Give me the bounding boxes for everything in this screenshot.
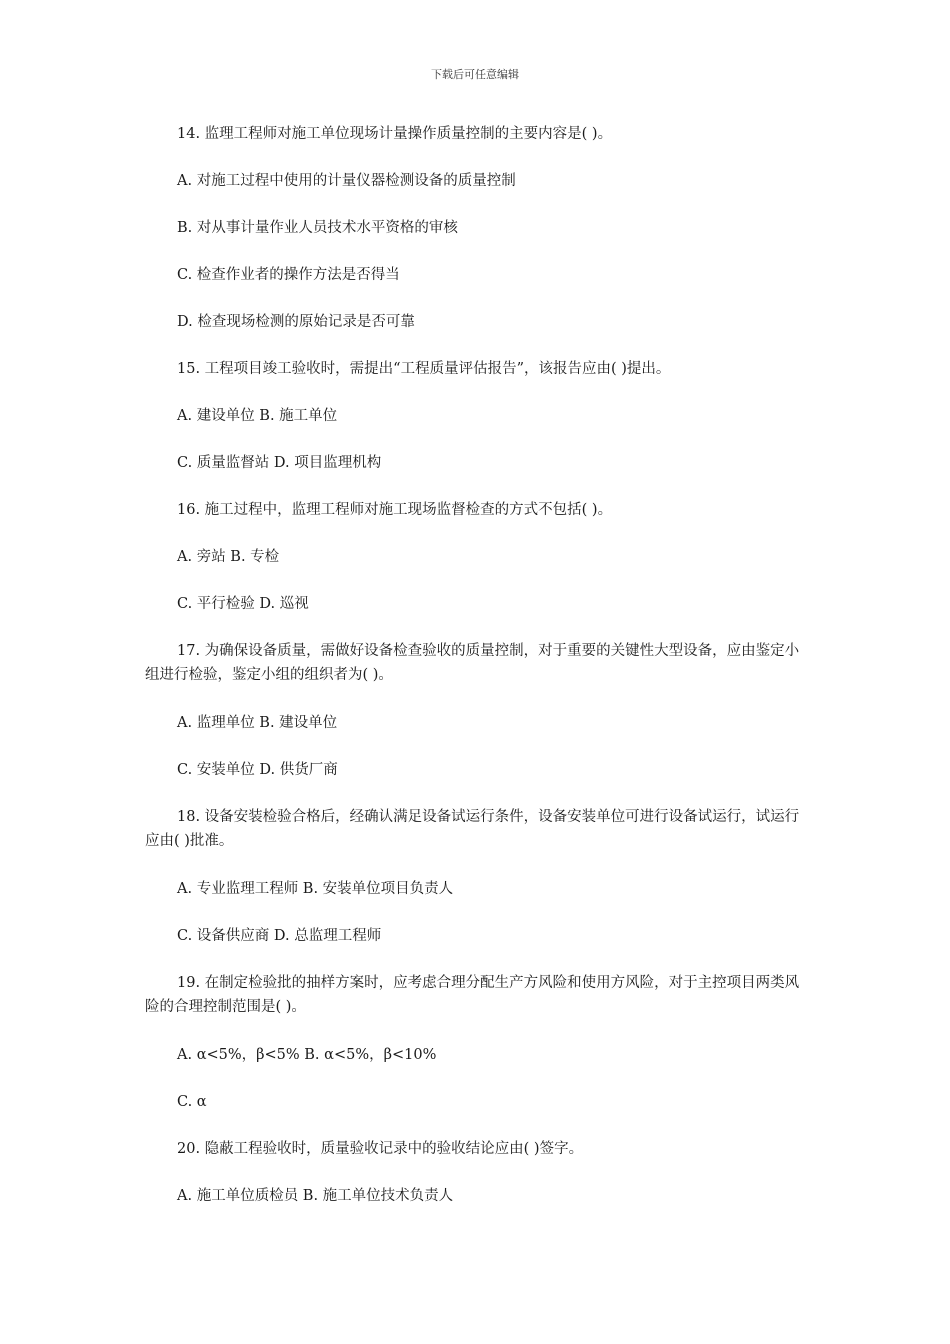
option-15-ab: A. 建设单位 B. 施工单位 [177,408,338,424]
option-19-ab: A. α<5%，β<5% B. α<5%，β<10% [177,1047,437,1063]
option-15-cd: C. 质量监督站 D. 项目监理机构 [177,455,382,471]
question-17: 17. 为确保设备质量，需做好设备检查验收的质量控制，对于重要的关键性大型设备，应由鉴定小组进行检验，鉴定小组的组织者为( )。 [145,643,800,683]
option-16-cd: C. 平行检验 D. 巡视 [177,596,309,612]
question-20: 20. 隐蔽工程验收时，质量验收记录中的验收结论应由( )签字。 [177,1141,584,1157]
option-19-c: C. α [177,1094,207,1110]
option-14-a: A. 对施工过程中使用的计量仪器检测设备的质量控制 [177,173,516,189]
option-14-c: C. 检查作业者的操作方法是否得当 [177,267,400,283]
option-16-ab: A. 旁站 B. 专检 [177,549,280,565]
question-16: 16. 施工过程中，监理工程师对施工现场监督检查的方式不包括( )。 [177,502,613,518]
option-20-ab: A. 施工单位质检员 B. 施工单位技术负责人 [177,1188,454,1204]
page-header: 下载后可任意编辑 [431,68,519,81]
option-14-b: B. 对从事计量作业人员技术水平资格的审核 [177,220,458,236]
option-17-cd: C. 安装单位 D. 供货厂商 [177,762,338,778]
option-18-cd: C. 设备供应商 D. 总监理工程师 [177,928,382,944]
question-15: 15. 工程项目竣工验收时，需提出“工程质量评估报告”，该报告应由( )提出。 [177,361,671,377]
question-19: 19. 在制定检验批的抽样方案时，应考虑合理分配生产方风险和使用方风险，对于主控项目两类风险的合理控制范围是( )。 [145,975,800,1015]
option-18-ab: A. 专业监理工程师 B. 安装单位项目负责人 [177,881,454,897]
question-18: 18. 设备安装检验合格后，经确认满足设备试运行条件，设备安装单位可进行设备试运行，试运行应由( )批准。 [145,809,800,849]
option-17-ab: A. 监理单位 B. 建设单位 [177,715,338,731]
question-14: 14. 监理工程师对施工单位现场计量操作质量控制的主要内容是( )。 [177,126,613,142]
option-14-d: D. 检查现场检测的原始记录是否可靠 [177,314,415,330]
